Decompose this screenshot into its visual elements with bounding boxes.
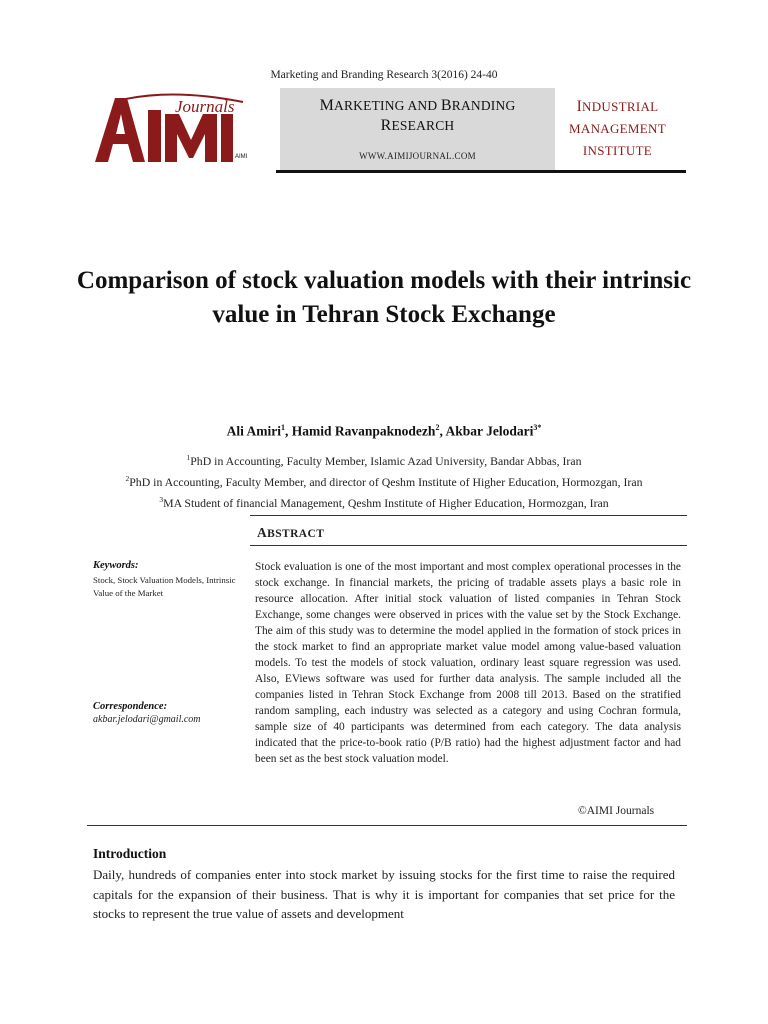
- aimi-journals-logo: [93, 92, 253, 166]
- journal-url[interactable]: WWW.AIMIJOURNAL.COM: [359, 151, 476, 161]
- affiliation-sup: 2: [125, 474, 130, 483]
- author-sup: 1: [281, 423, 286, 432]
- journal-name-part3: ESEARCH: [391, 118, 455, 133]
- introduction-text: Daily, hundreds of companies enter into stock market by issuing stocks for the first time to raise the required capitals for the expansion of their business. That is why it is important for companies that set price for the stocks to represent the true value of assets and development: [93, 867, 675, 921]
- affiliation-text: PhD in Accounting, Faculty Member, and director of Qeshm Institute of Higher Education, Hormozgan, Iran: [129, 474, 643, 489]
- journal-name-part2: RANDING: [451, 98, 516, 113]
- author-sep: ,: [285, 423, 292, 439]
- author-sep: ,: [439, 423, 446, 439]
- author-sup: 2: [435, 423, 440, 432]
- paper-title: Comparison of stock valuation models with their intrinsic value in Tehran Stock Exchange: [76, 267, 692, 328]
- abstract-heading: [257, 525, 324, 541]
- journal-name-cap-b: B: [440, 97, 452, 114]
- affiliation-1: [0, 453, 768, 469]
- correspondence-email[interactable]: akbar.jelodari@gmail.com: [93, 714, 201, 725]
- affiliation-sup: 3: [159, 495, 164, 504]
- introduction-heading: Introduction: [93, 846, 167, 861]
- institute-line1: NDUSTRIAL: [582, 99, 659, 114]
- affiliation-text: PhD in Accounting, Faculty Member, Islamic Azad University, Bandar Abbas, Iran: [190, 453, 582, 468]
- institute-line2: MANAGEMENT: [569, 121, 666, 136]
- affiliation-sup: 1: [186, 453, 191, 462]
- abstract-heading-cap: A: [257, 525, 268, 540]
- logo-sub-text: AIMI: [235, 154, 248, 160]
- keywords-label: Keywords:: [93, 560, 139, 571]
- correspondence-label: Correspondence:: [93, 701, 168, 712]
- header-divider: [276, 170, 686, 173]
- journal-name: [280, 96, 555, 136]
- abstract-top-rule: [250, 515, 687, 516]
- abstract-mid-rule: [250, 545, 687, 546]
- copyright-notice: ©AIMI Journals: [578, 805, 655, 817]
- journal-name-cap-m: M: [319, 97, 335, 114]
- keywords-block: [93, 560, 238, 600]
- journal-name-cap-r: R: [380, 117, 392, 134]
- affiliation-text: MA Student of financial Management, Qeshm Institute of Higher Education, Hormozgan, Iran: [163, 495, 609, 510]
- aimi-logo-graphic: [93, 92, 253, 166]
- author-name: Ali Amiri: [226, 423, 282, 439]
- affiliation-2: [0, 474, 768, 490]
- institute-name: [560, 96, 675, 162]
- journal-header-box: [280, 88, 555, 170]
- logo-script-text: Journals: [175, 97, 235, 116]
- author-list: [0, 423, 768, 440]
- affiliation-3: [0, 495, 768, 511]
- author-name: Hamid Ravanpaknodezh: [291, 423, 436, 439]
- author-name: Akbar Jelodari: [445, 423, 534, 439]
- keywords-text: Stock, Stock Valuation Models, Intrinsic Value of the Market: [93, 575, 236, 598]
- institute-line3: INSTITUTE: [582, 143, 653, 158]
- abstract-bottom-rule: [87, 825, 687, 826]
- correspondence-block: [93, 701, 243, 725]
- institute-cap-i: I: [576, 98, 583, 115]
- abstract-heading-rest: BSTRACT: [267, 528, 325, 540]
- journal-reference: Marketing and Branding Research 3(2016) 24-40: [270, 69, 498, 81]
- abstract-text: Stock evaluation is one of the most important and most complex operational processes in the stock exchange. In financial markets, the pricing of tradable assets plays a basic role in resource allocation. After initial stock valuation of listed companies in Tehran Stock Exchange, some changes were observed in prices with the value set by the Stock Exchange. The aim of this study was to determine the model applied in the formation of stock prices in the stock market to find an appropriate market value model among value-based valuation models. To test the models of stock valuation, ordinary least square regression was used. Also, EViews software was used for further data analysis. The sample included all the companies listed in Tehran Stock Exchange from 2008 till 2013. Based on the stratified random sampling, each industry was selected as a category and using Cochran formula, sample size of 40 participants was determined from each category. The data analysis indicated that the price-to-book ratio (P/B ratio) had the highest adjustment factor and had been set as the best stock valuation model.: [255, 561, 681, 765]
- author-sup: 3*: [533, 423, 542, 432]
- journal-name-part1: ARKETING AND: [334, 98, 441, 113]
